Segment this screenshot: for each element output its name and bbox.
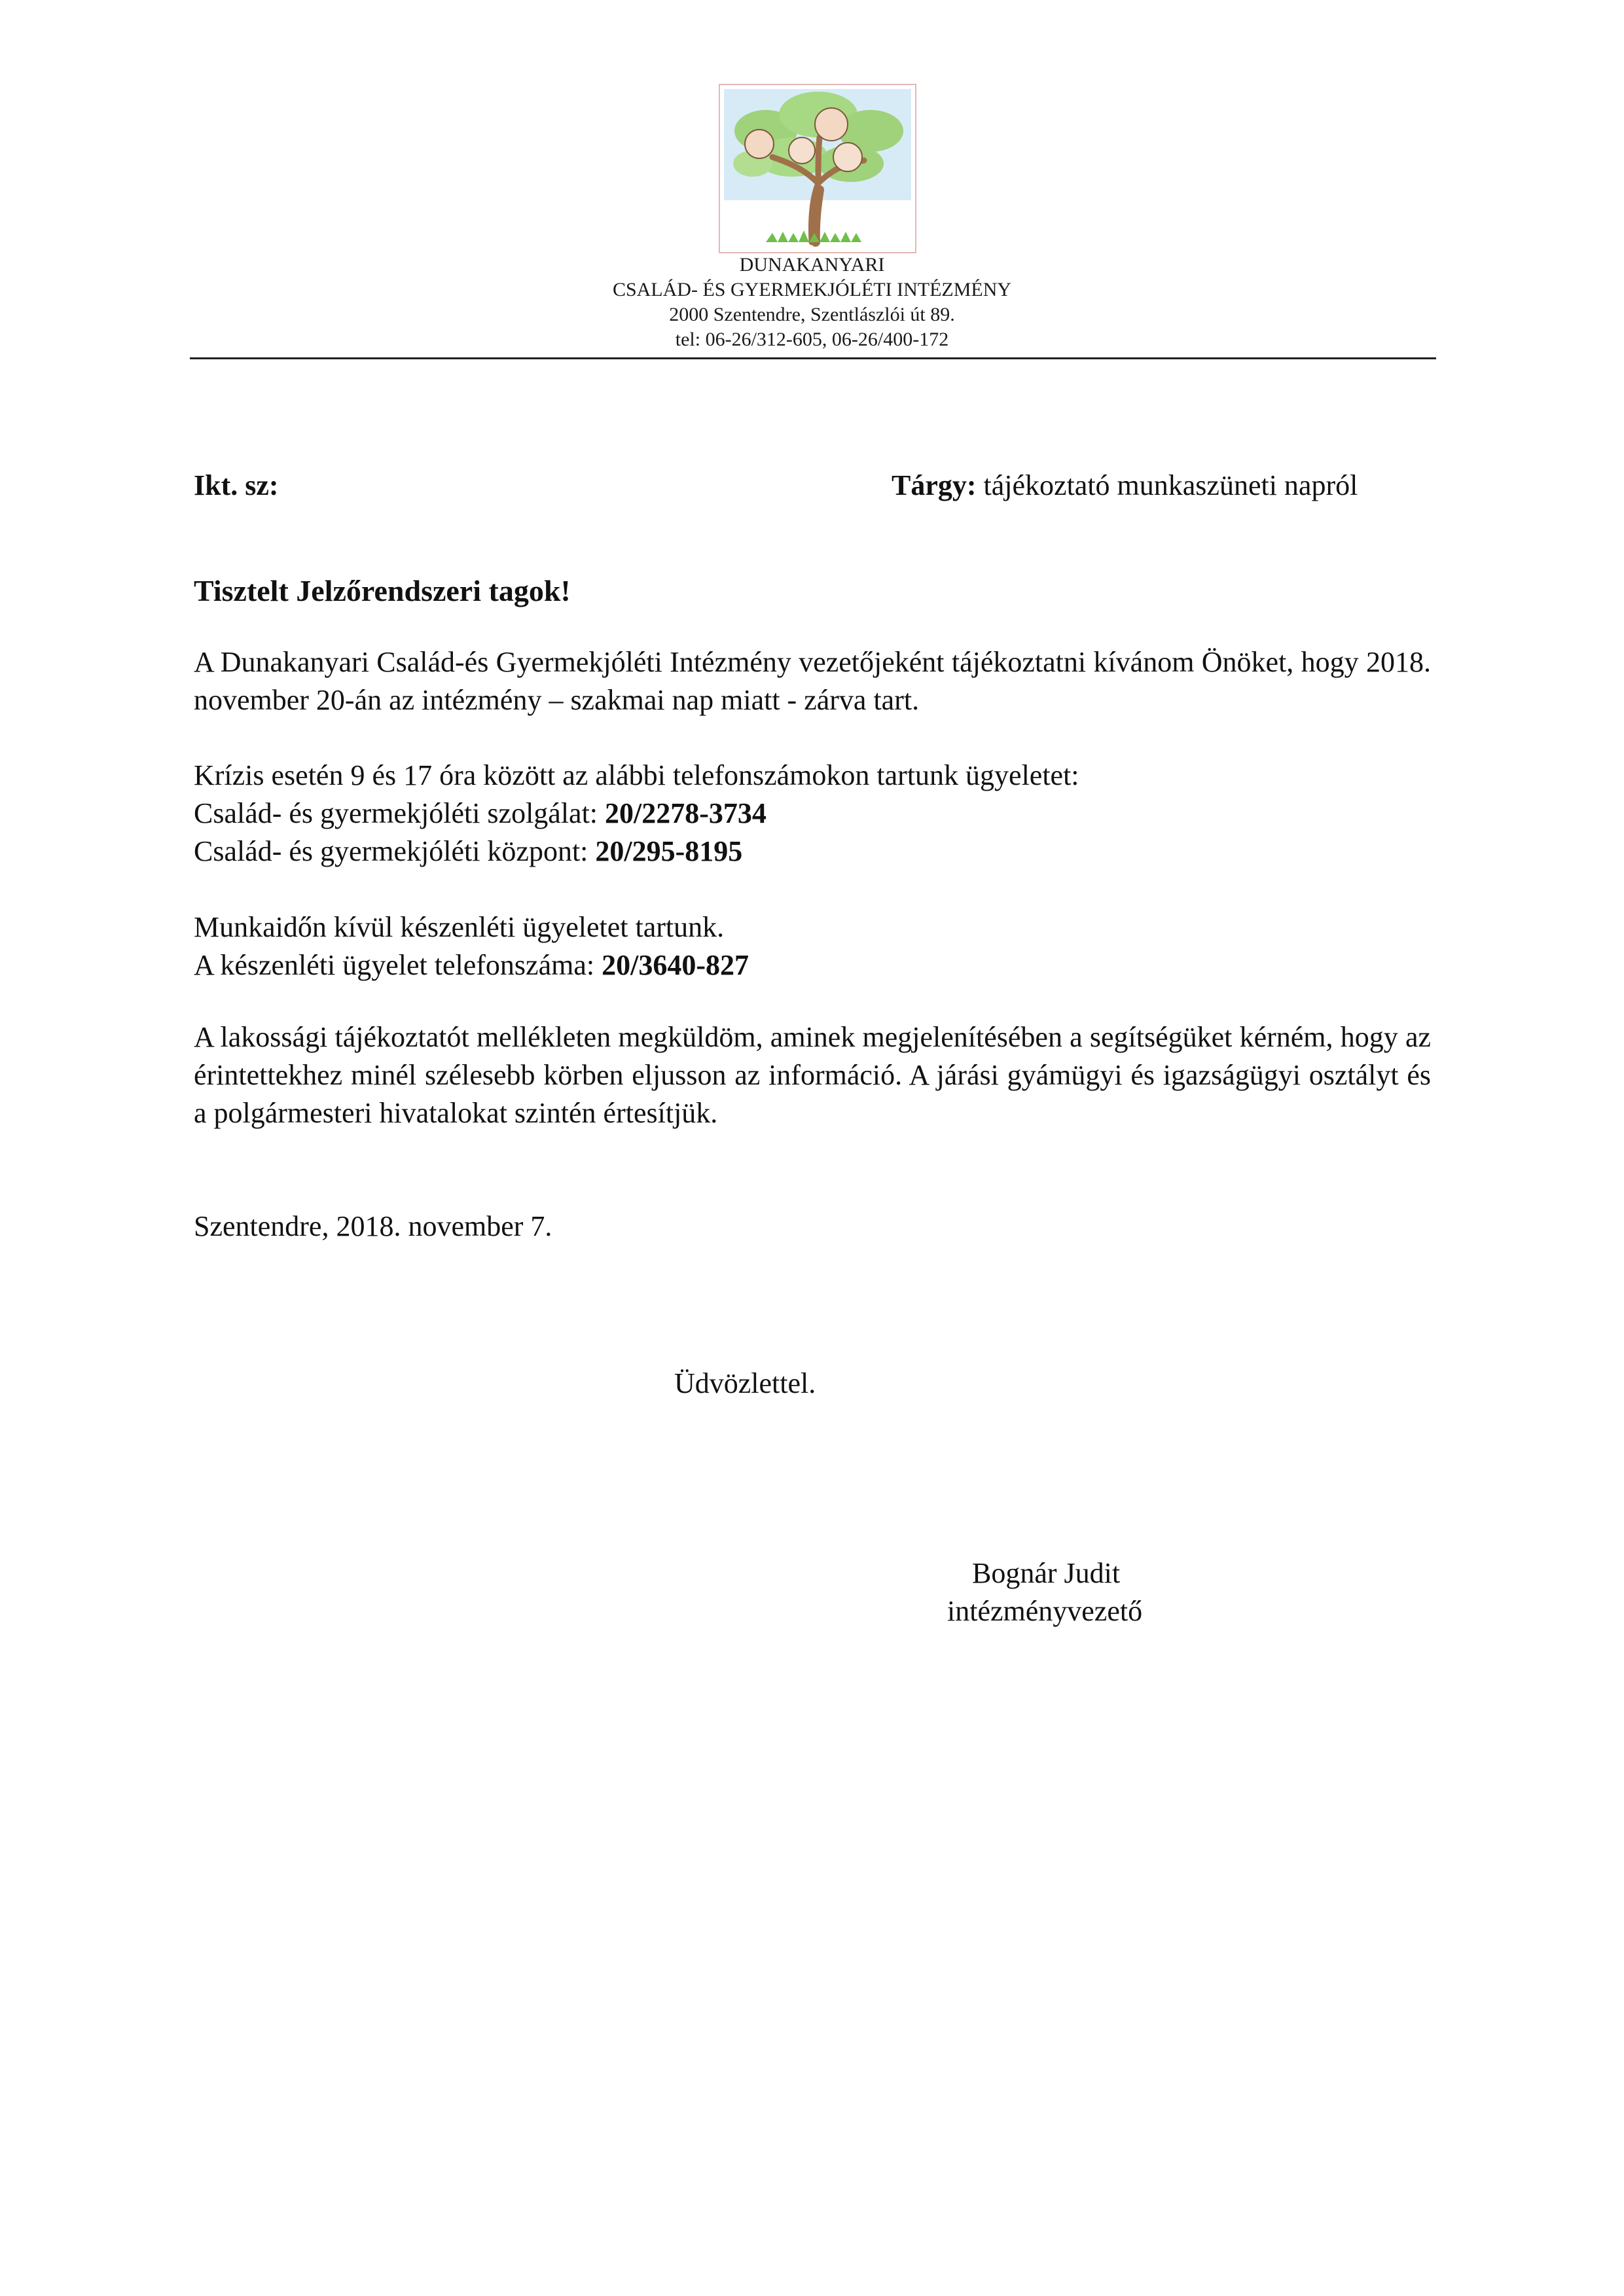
center-phone-number: 20/295-8195 — [595, 835, 743, 867]
oncall-phone-label: A készenléti ügyelet telefonszáma: — [194, 949, 602, 981]
org-phone: tel: 06-26/312-605, 06-26/400-172 — [675, 329, 949, 350]
org-address: 2000 Szentendre, Szentlászlói út 89. — [669, 304, 955, 325]
closing-salutation: Üdvözlettel. — [674, 1367, 816, 1399]
signature-title: intézményvezető — [947, 1595, 1143, 1627]
letter-date: Szentendre, 2018. november 7. — [194, 1210, 552, 1242]
greeting: Tisztelt Jelzőrendszeri tagok! — [194, 574, 571, 607]
center-phone-label: Család- és gyermekjóléti központ: — [194, 835, 596, 867]
org-name-line2: CSALÁD- ÉS GYERMEKJÓLÉTI INTÉZMÉNY — [612, 279, 1012, 300]
signature-name: Bognár Judit — [972, 1557, 1121, 1589]
after-hours-line: Munkaidőn kívül készenléti ügyeletet tartunk. — [194, 911, 725, 943]
oncall-phone-number: 20/3640-827 — [602, 949, 749, 981]
service-phone-label: Család- és gyermekjóléti szolgálat: — [194, 797, 605, 829]
institution-logo — [719, 84, 916, 253]
tree-logo-icon — [720, 85, 915, 252]
center-phone-line — [194, 833, 742, 870]
ikt-label: Ikt. sz: — [194, 469, 279, 501]
crisis-line: Krízis esetén 9 és 17 óra között az alábbi telefonszámokon tartunk ügyeletet: — [194, 759, 1079, 791]
subject-value: tájékoztató munkaszüneti napról — [976, 469, 1358, 501]
oncall-phone-line — [194, 946, 749, 984]
header-divider — [190, 357, 1436, 359]
subject-line — [892, 467, 1358, 505]
service-phone-line — [194, 795, 767, 833]
org-name-line1: DUNAKANYARI — [739, 254, 885, 276]
service-phone-number: 20/2278-3734 — [605, 797, 767, 829]
body-paragraph-3: A lakossági tájékoztatót mellékleten megküldöm, aminek megjelenítésében a segítségüket kérném, hogy az érintettekhez minél szélesebb körben eljusson az információ. A járási gyámügyi és igazságügyi osztályt és a polgármesteri hivatalokat szintén értesítjük. — [194, 1021, 1431, 1129]
subject-label: Tárgy: — [892, 469, 977, 501]
body-paragraph-1: A Dunakanyari Család-és Gyermekjóléti Intézmény vezetőjeként tájékoztatni kívánom Önöket, hogy 2018. november 20-án az intézmény – szakmai nap miatt - zárva tart. — [194, 646, 1431, 716]
